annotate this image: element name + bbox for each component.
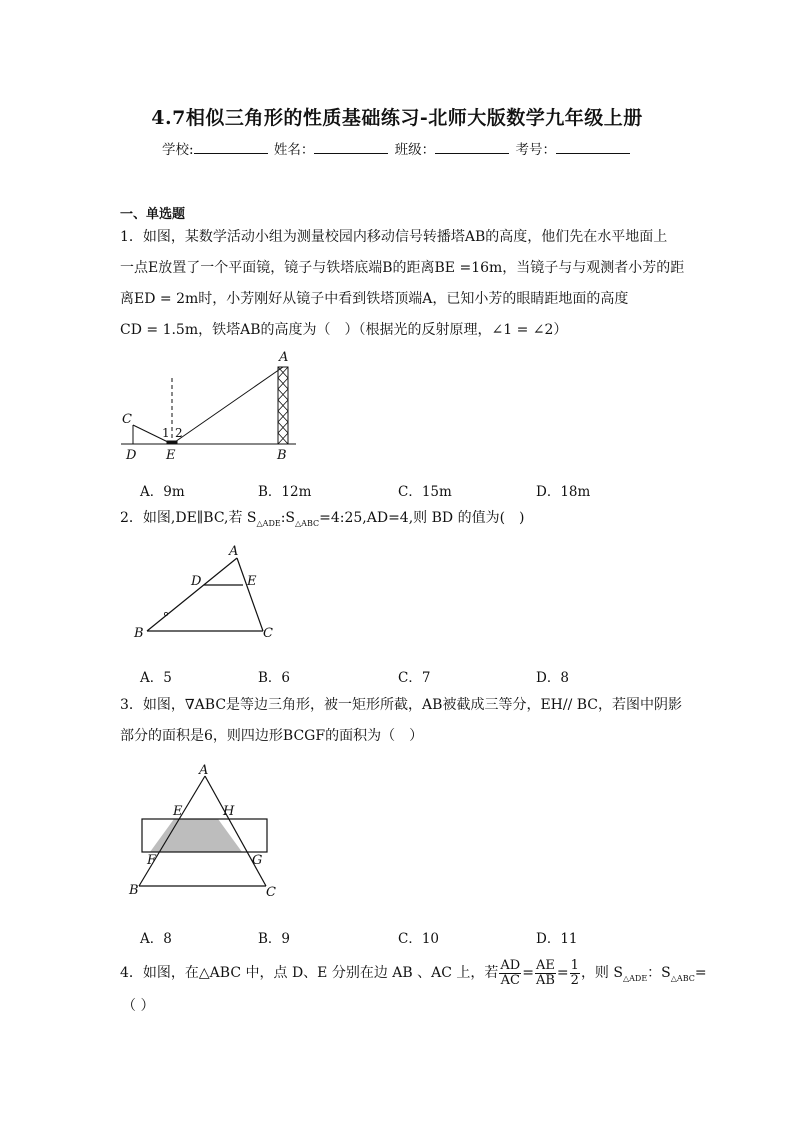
- q4-stem-a: 4．如图，在△ABC 中，点 D、E 分别在边 AB 、AC 上，若: [120, 965, 499, 981]
- q1-line-1: 1．如图，某数学活动小组为测量校园内移动信号转播塔AB的高度，他们先在水平地面上: [120, 229, 668, 245]
- q3-label-e: E: [173, 804, 183, 819]
- q2-figure: [130, 543, 280, 643]
- q3-option-a[interactable]: A．8: [140, 931, 172, 947]
- q3-figure: [125, 763, 280, 899]
- q3-label-g: G: [252, 853, 263, 868]
- q3-label-f: F: [147, 853, 157, 868]
- q3-option-b[interactable]: B．9: [258, 931, 291, 947]
- q3-label-h: H: [223, 804, 235, 819]
- q1-option-c[interactable]: C．15m: [398, 484, 452, 500]
- page-title: 4.7相似三角形的性质基础练习-北师大版数学九年级上册: [151, 107, 643, 129]
- q1-figure: [118, 348, 308, 464]
- q2-label-d: D: [191, 574, 202, 589]
- q2-option-c[interactable]: C．7: [398, 670, 431, 686]
- q1-option-b[interactable]: B．12m: [258, 484, 312, 500]
- q3-label-b: B: [129, 883, 139, 898]
- q4-fraction-ae-ab: $\frac{AE}{AB}$: [535, 957, 555, 988]
- q2-stem: [120, 503, 525, 539]
- q3-label-c: C: [266, 885, 276, 899]
- q3-option-c[interactable]: C．10: [398, 931, 440, 947]
- q2-colon: :S: [280, 510, 296, 526]
- class-blank[interactable]: [435, 141, 509, 154]
- q2-label-e: E: [247, 574, 257, 589]
- name-blank[interactable]: [314, 141, 388, 154]
- q1-label-a: A: [279, 350, 289, 365]
- q1-label-e: E: [166, 448, 176, 463]
- q3-shaded-region: [150, 819, 242, 852]
- school-blank[interactable]: [194, 141, 268, 154]
- q3-line-1: 3．如图，∇ABC是等边三角形，被一矩形所截，AB被截成三等分，EH// BC，若图中阴影: [120, 697, 683, 713]
- q2-stem-a: 2．如图,DE∥BC,若 S: [120, 510, 257, 526]
- name-label: 姓名：: [273, 142, 315, 158]
- exam-number-blank[interactable]: [556, 141, 630, 154]
- q4-stem: 4．如图，在△ABC 中，点 D、E 分别在边 AB 、AC 上，若 $\frac{AD}{AC}$ = $\frac{AE}{AB}$ = $\frac{1}{2}$ ，则 $S_{\triangle ADE}$：$S_{\triangle ABC}=$: [120, 957, 707, 988]
- q4-fraction-ad-ac: $\frac{AD}{AC}$: [500, 957, 521, 988]
- q3-option-d[interactable]: D．11: [536, 931, 578, 947]
- class-label: 班级：: [394, 142, 436, 158]
- student-info-row: [0, 138, 794, 158]
- q2-side-ab: [147, 558, 237, 631]
- q2-stem-b: =4:25,AD=4,则 BD 的值为( ): [319, 510, 525, 526]
- q1-label-b: B: [277, 448, 287, 463]
- q1-option-d[interactable]: D．18m: [536, 484, 591, 500]
- q2-option-b[interactable]: B．6: [258, 670, 291, 686]
- exam-number-label: 考号：: [515, 142, 556, 158]
- q2-label-c: C: [263, 626, 273, 641]
- q4-fraction-half: $\frac{1}{2}$: [570, 957, 579, 988]
- q2-side-ac: [237, 558, 263, 631]
- q1-line-3: 离ED = 2m时，小芳刚好从镜子中看到铁塔顶端A，已知小芳的眼睛距地面的高度: [120, 291, 629, 307]
- q2-option-a[interactable]: A．5: [140, 670, 172, 686]
- q2-sub-abc: △ABC: [295, 518, 320, 528]
- q2-label-b: B: [134, 626, 144, 641]
- q1-label-c: C: [122, 412, 132, 427]
- q1-label-d: D: [126, 448, 137, 463]
- q4-stem-b: ，则 S: [580, 965, 623, 981]
- q1-option-a[interactable]: A．9m: [140, 484, 185, 500]
- q1-line-2: 一点E放置了一个平面镜，镜子与铁塔底端B的距离BE =16m，当镜子与与观测者小芳的距: [120, 260, 685, 276]
- q2-label-a: A: [229, 544, 239, 559]
- q1-mirror: [167, 441, 177, 444]
- q3-line-2: 部分的面积是6，则四边形BCGF的面积为（ ）: [120, 728, 424, 744]
- q1-angle-1: 1: [162, 426, 170, 440]
- q3-label-a: A: [199, 763, 209, 778]
- q1-line-4: CD = 1.5m，铁塔AB的高度为（ ）（根据光的反射原理，∠1 = ∠2）: [120, 322, 568, 338]
- q1-ray-ea: [172, 367, 283, 444]
- q4-answer-paren[interactable]: （ ）: [122, 998, 155, 1014]
- q2-option-d[interactable]: D．8: [536, 670, 569, 686]
- school-label: 学校:: [162, 142, 194, 158]
- q1-angle-2: 2: [175, 426, 183, 440]
- section-title: 一、单选题: [120, 207, 186, 222]
- q2-sub-ade: △ADE: [256, 518, 281, 528]
